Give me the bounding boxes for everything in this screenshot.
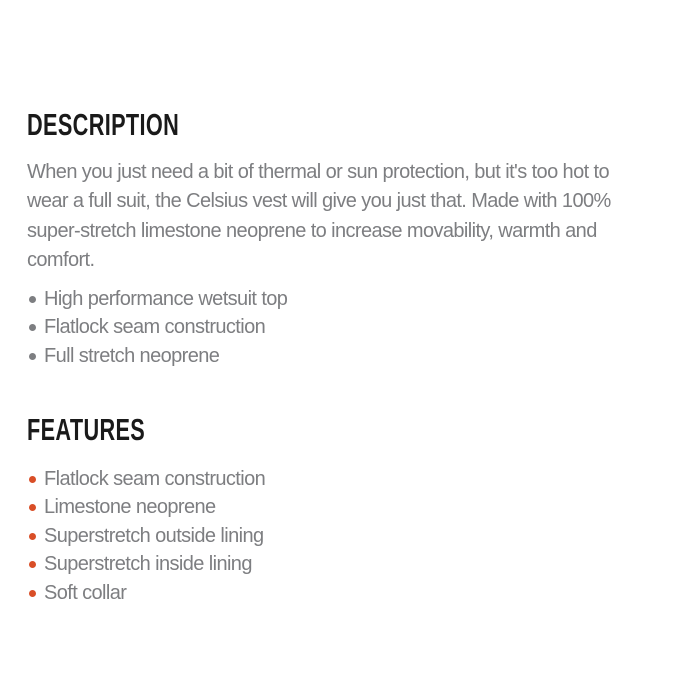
list-item-label: Flatlock seam construction xyxy=(44,316,266,339)
bullet-icon xyxy=(29,353,36,360)
list-item-label: Superstretch outside lining xyxy=(44,524,264,547)
description-section-heading: DESCRIPTION xyxy=(27,107,180,142)
bullet-icon xyxy=(29,324,36,331)
list-item-label: Flatlock seam construction xyxy=(44,468,266,490)
list-item-label: Limestone neoprene xyxy=(44,496,216,519)
bullet-icon xyxy=(29,476,36,483)
list-item xyxy=(27,465,265,493)
bullet-icon xyxy=(29,504,36,511)
features-bullet-list xyxy=(27,465,265,607)
list-item-label: Superstretch inside lining xyxy=(44,553,252,576)
description-bullet-list xyxy=(27,285,287,370)
list-item-label: Full stretch neoprene xyxy=(44,344,220,367)
list-item xyxy=(27,550,265,578)
description-paragraph-line: comfort. xyxy=(27,248,95,271)
list-item-label: High performance wetsuit top xyxy=(44,288,288,310)
bullet-icon xyxy=(29,533,36,540)
description-paragraph-line: When you just need a bit of thermal or sun protection, but it's too hot to xyxy=(27,161,609,183)
list-item xyxy=(27,579,265,607)
list-item xyxy=(27,285,287,313)
features-section-heading: FEATURES xyxy=(27,412,146,447)
bullet-icon xyxy=(29,296,36,303)
description-paragraph-line: super-stretch limestone neoprene to increase movability, warmth and xyxy=(27,219,597,242)
list-item xyxy=(27,493,265,521)
description-paragraph-line: wear a full suit, the Celsius vest will give you just that. Made with 100% xyxy=(27,190,611,213)
list-item xyxy=(27,522,265,550)
bullet-icon xyxy=(29,561,36,568)
list-item xyxy=(27,313,287,341)
bullet-icon xyxy=(29,590,36,597)
list-item-label: Soft collar xyxy=(44,581,127,604)
list-item xyxy=(27,342,287,370)
description-paragraph xyxy=(27,158,611,275)
